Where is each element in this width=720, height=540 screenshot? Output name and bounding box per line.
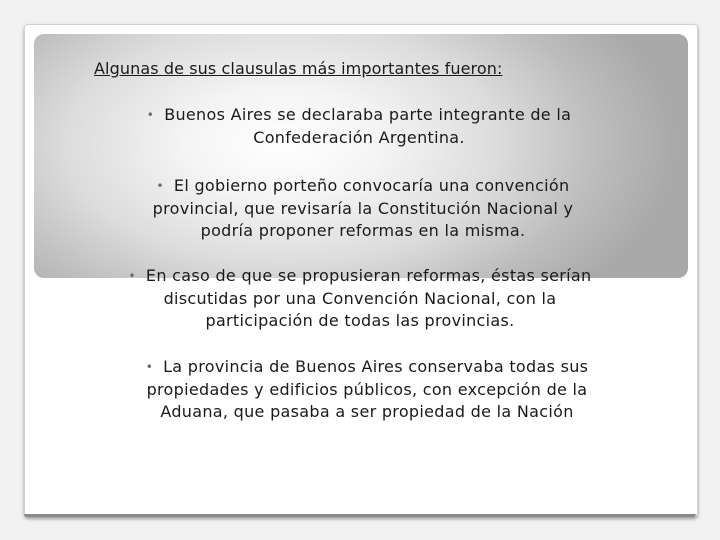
slide-heading: Algunas de sus clausulas más importantes fueron: <box>94 59 503 78</box>
bullet-icon: • <box>145 360 154 374</box>
bullet-line <box>50 265 670 288</box>
bullet-line: provincial, que revisaría la Constitución Nacional y <box>152 198 574 218</box>
bullet-line: Confederación Argentina. <box>253 127 465 147</box>
bullet-line <box>88 175 638 198</box>
bullet-line: podría proponer reformas en la misma. <box>200 221 526 240</box>
bullet-line: propiedades y edificios públicos, con excepción de la <box>146 379 588 399</box>
bullet-line: discutidas por una Convención Nacional, con la <box>163 288 557 308</box>
bullet-text: En caso de que se propusieran reformas, éstas serían <box>145 266 592 285</box>
bullet-icon: • <box>128 269 136 283</box>
bullet-text: El gobierno porteño convocaría una convención <box>173 176 570 195</box>
bullet-item-3 <box>50 265 670 333</box>
bullet-icon: • <box>146 108 155 122</box>
bullet-line: participación de todas las provincias. <box>205 311 515 330</box>
bullet-line: Aduana, que pasaba a ser propiedad de la Nación <box>160 402 574 421</box>
bullet-text: La provincia de Buenos Aires conservaba todas sus <box>163 357 589 376</box>
bullet-text: Buenos Aires se declaraba parte integrante de la <box>164 105 572 124</box>
bullet-line <box>72 356 662 379</box>
bullet-item-2 <box>88 175 638 243</box>
bullet-item-1 <box>84 104 634 149</box>
bullet-item-4 <box>72 356 662 424</box>
bullet-icon: • <box>156 179 164 193</box>
bullet-line <box>84 104 634 127</box>
